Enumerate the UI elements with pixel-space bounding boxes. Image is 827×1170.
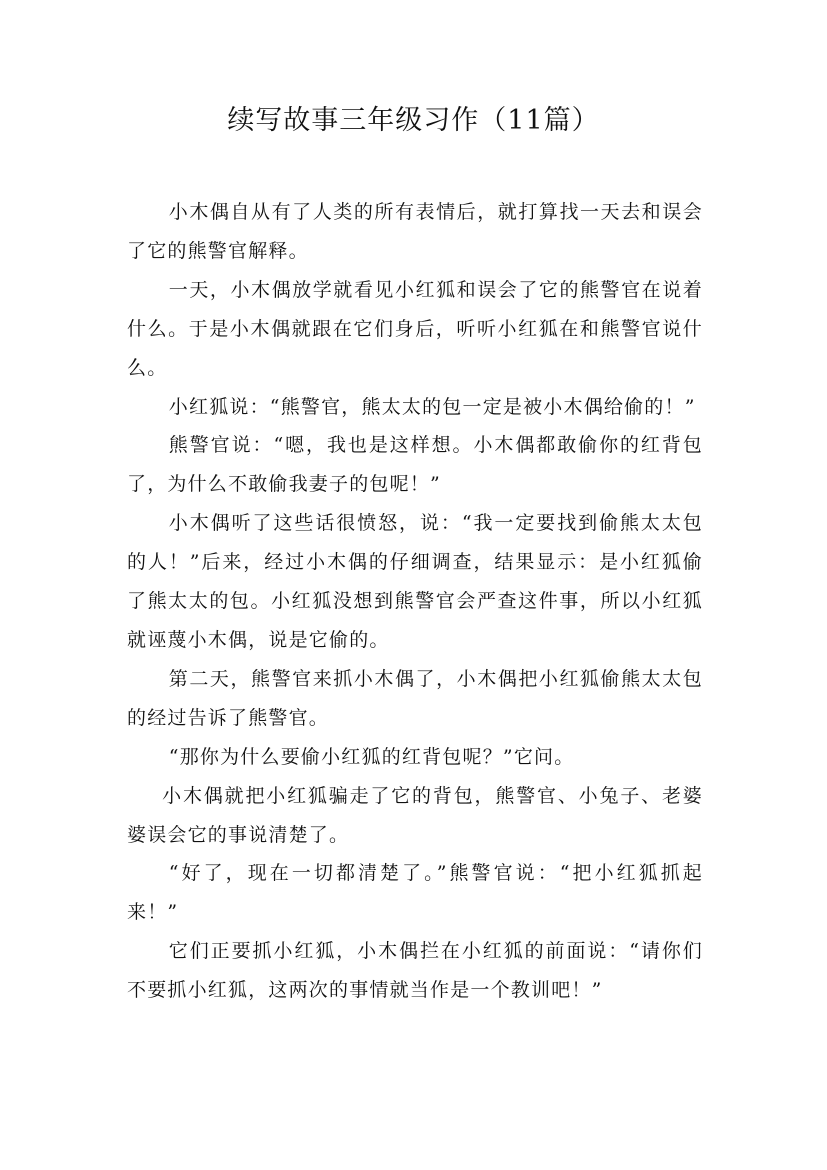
paragraph: 小红狐说：“熊警官，熊太太的包一定是被小木偶给偷的！” — [168, 395, 696, 418]
paragraph: 小木偶就把小红狐骗走了它的背包，熊警官、小兔子、老婆婆误会它的事说清楚了。 — [127, 784, 703, 846]
paragraph: “那你为什么要偷小红狐的红背包呢？”它问。 — [168, 745, 575, 768]
paragraph: 小木偶自从有了人类的所有表情后，就打算找一天去和误会了它的熊警官解释。 — [127, 201, 703, 262]
paragraph: 它们正要抓小红狐，小木偶拦在小红狐的前面说：“请你们不要抓小红狐，这两次的事情就当作是一个教训吧！” — [127, 940, 703, 1002]
paragraph: 熊警官说：“嗯，我也是这样想。小木偶都敢偷你的红背包了，为什么不敢偷我妻子的包呢！” — [127, 434, 703, 496]
document-title: 续写故事三年级习作（11篇） — [227, 105, 600, 136]
document-body — [127, 193, 703, 1010]
paragraph: 第二天，熊警官来抓小木偶了，小木偶把小红狐偷熊太太包的经过告诉了熊警官。 — [127, 667, 703, 729]
paragraph: 小木偶听了这些话很愤怒，说：“我一定要找到偷熊太太包的人！”后来，经过小木偶的仔细调查，结果显示：是小红狐偷了熊太太的包。小红狐没想到熊警官会严查这件事，所以小红狐就诬蔑小木偶，说是它偷的。 — [127, 512, 703, 651]
paragraph: 一天，小木偶放学就看见小红狐和误会了它的熊警官在说着什么。于是小木偶就跟在它们身后，听听小红狐在和熊警官说什么。 — [127, 278, 703, 379]
paragraph: “好了，现在一切都清楚了。”熊警官说：“把小红狐抓起来！” — [127, 862, 703, 924]
